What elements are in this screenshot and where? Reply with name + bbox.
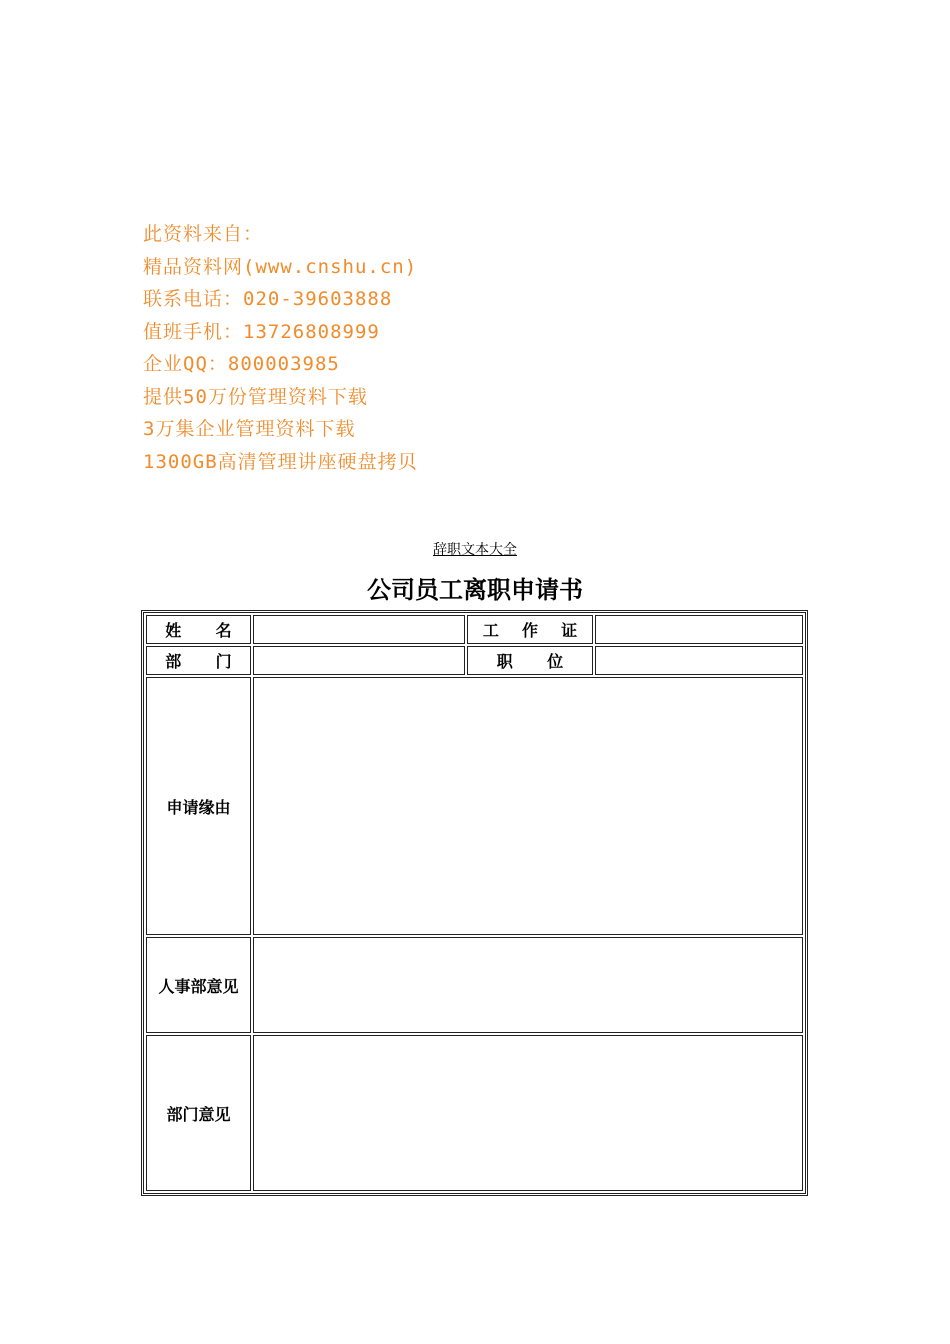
document-subtitle-link[interactable]: 辞职文本大全 [433, 542, 517, 558]
source-notice-line: 联系电话：020-39603888 [143, 288, 393, 310]
source-notice-line: 企业QQ：800003985 [143, 353, 340, 375]
dept-opinion-field[interactable] [253, 1035, 803, 1191]
dept-opinion-label: 部门意见 [146, 1035, 251, 1191]
source-notice-line: 此资料来自： [143, 223, 264, 245]
source-notice-line: 3万集企业管理资料下载 [143, 418, 356, 440]
document-title: 公司员工离职申请书 [367, 576, 583, 604]
reason-label: 申请缘由 [146, 677, 251, 935]
name-field[interactable] [253, 615, 465, 644]
source-notice-line: 1300GB高清管理讲座硬盘拷贝 [143, 450, 418, 473]
work-id-field[interactable] [595, 615, 803, 644]
source-notice [143, 218, 418, 478]
source-notice-line: 提供50万份管理资料下载 [143, 385, 368, 408]
resignation-form [141, 610, 808, 1196]
reason-field[interactable] [253, 677, 803, 935]
department-field[interactable] [253, 646, 465, 675]
work-id-label: 工 作 证 [467, 615, 593, 644]
hr-opinion-label: 人事部意见 [146, 937, 251, 1033]
hr-opinion-field[interactable] [253, 937, 803, 1033]
department-label: 部 门 [146, 646, 251, 675]
position-field[interactable] [595, 646, 803, 675]
source-notice-line: 精品资料网(www.cnshu.cn) [143, 255, 418, 278]
name-label: 姓 名 [146, 615, 251, 644]
position-label: 职 位 [467, 646, 593, 675]
source-notice-line: 值班手机：13726808999 [143, 320, 380, 343]
